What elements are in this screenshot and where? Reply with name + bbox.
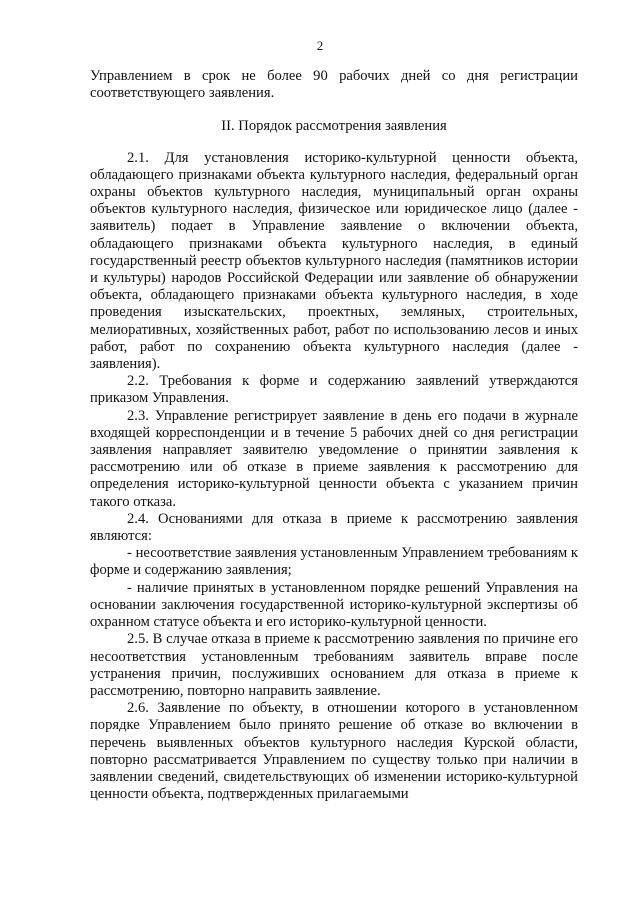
document-body <box>90 68 578 803</box>
paragraph-2-2: 2.2. Требования к форме и содержанию заявлений утверждаются приказом Управления. <box>90 373 578 407</box>
paragraph-2-4: 2.4. Основаниями для отказа в приеме к рассмотрению заявления являются: <box>90 510 578 545</box>
list-item-existing-decisions: - наличие принятых в установленном порядке решений Управления на основании заключения государственной историко-культурной экспертизы об охранном статусе объекта и его историко-культурной ценности. <box>90 579 578 631</box>
paragraph-2-1: 2.1. Для установления историко-культурной ценности объекта, обладающего признаками объекта культурного наследия, федеральный орган охраны объектов культурного наследия, муниципальный орган охраны объектов культурного наследия, физическое или юридическое лицо (далее - заявитель) подает в Управление заявление о включении объекта, обладающего признаками объекта культурного наследия, в единый государственный реестр объектов культурного наследия (памятников истории и культуры) народов Российской Федерации или заявление об обнаружении объекта, обладающего признаками объекта культурного наследия, в ходе проведения изыскательских, проектных, земляных, строительных, мелиоративных, хозяйственных работ, работ по использованию лесов и иных работ, работ по сохранению объекта культурного наследия (далее - заявления). <box>90 149 578 373</box>
paragraph-2-6: 2.6. Заявление по объекту, в отношении которого в установленном порядке Управлением было принято решение об отказе во включении в перечень выявленных объектов культурного наследия Курской области, повторно рассматривается Управлением по существу только при наличии в заявлении сведений, свидетельствующих об изменении историко-культурной ценности объекта, подтвержденных прилагаемыми <box>90 700 578 803</box>
section-heading: II. Порядок рассмотрения заявления <box>221 118 447 135</box>
page-number: 2 <box>316 38 324 53</box>
list-item-nonconformity: - несоответствие заявления установленным Управлением требованиям к форме и содержанию заявления; <box>90 545 578 579</box>
paragraph-2-5: 2.5. В случае отказа в приеме к рассмотрению заявления по причине его несоответствия установленным требованиям заявитель вправе после устранения причин, послуживших основанием для отказа в приеме к рассмотрению, повторно направить заявление. <box>90 631 578 699</box>
continued-paragraph: Управлением в срок не более 90 рабочих дней со дня регистрации соответствующего заявления. <box>90 68 578 102</box>
paragraph-2-3: 2.3. Управление регистрирует заявление в день его подачи в журнале входящей корреспонденции и в течение 5 рабочих дней со дня регистрации заявления направляет заявителю уведомление о принятии заявления к рассмотрению или об отказе в приеме заявления к рассмотрению для определения историко-культурной ценности объекта с указанием причин такого отказа. <box>90 407 578 510</box>
